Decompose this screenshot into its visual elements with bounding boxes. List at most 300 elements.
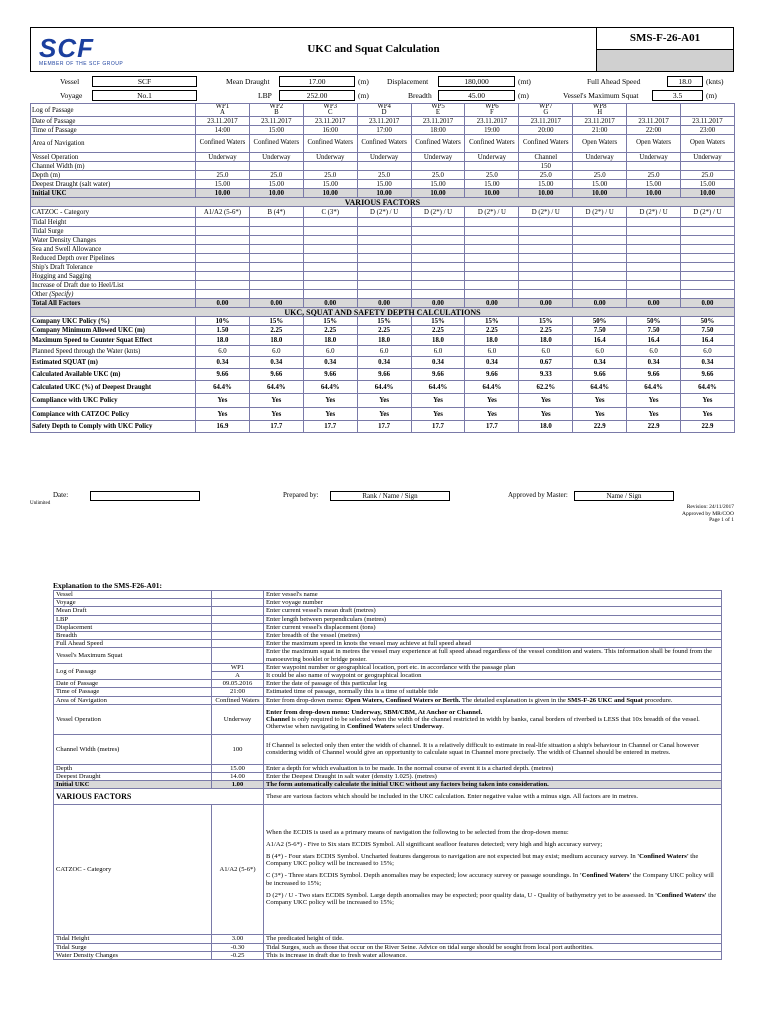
expl-row: [54, 640, 722, 648]
row-label: Area of Navigation: [31, 135, 196, 153]
value-cell: Underway: [249, 153, 303, 162]
value-cell: 0.00: [411, 299, 465, 308]
expl-row: [54, 789, 722, 805]
factor-input[interactable]: [303, 272, 357, 281]
factor-input[interactable]: [249, 245, 303, 254]
factor-input[interactable]: [573, 236, 627, 245]
area-cell: Confined Waters: [249, 135, 303, 153]
expl-desc: If Channel is selected only then enter the width of channel. It is a relatively difficult to estimate in real-life situation a ship's behaviour in Channel or Canal however considering width of Channel would give an opportunity to calculate squat in Channel more precisely. The width of Channel should be entered in metres.: [264, 734, 722, 764]
value-cell: Yes: [303, 394, 357, 408]
catzoc-select: D (2*) / U: [519, 207, 573, 218]
value-cell: Underway: [627, 153, 681, 162]
expl-desc: Enter waypoint number or geographical location, port etc. in accordance with the passage plan: [264, 663, 722, 671]
ukc-calc-title: UKC, SQUAT AND SAFETY DEPTH CALCULATIONS: [31, 308, 735, 317]
full-ahead-field[interactable]: 18.0: [667, 76, 703, 87]
expl-desc: Tidal Surges, such as those that occur on the River Seine. Advice on tidal surge should be sought from local port authorities.: [264, 943, 722, 951]
expl-desc: The form automatically calculate the initial UKC without any factors being taken into consideration.: [264, 781, 722, 789]
value-cell: Yes: [465, 408, 519, 421]
date-field[interactable]: [90, 491, 200, 501]
factor-input[interactable]: [573, 254, 627, 263]
value-cell: Yes: [249, 408, 303, 421]
factor-input[interactable]: [573, 245, 627, 254]
expl-label: Mean Draft: [54, 607, 212, 615]
waypoint-letter: H: [597, 109, 603, 116]
factor-input[interactable]: [357, 236, 411, 245]
ukc-row: [31, 326, 735, 335]
expl-label: Vessel's Maximum Squat: [54, 648, 212, 663]
factor-input[interactable]: [627, 281, 681, 290]
desc-part: select: [394, 722, 413, 730]
expl-value: Underway: [212, 704, 264, 734]
value-cell: 25.0: [681, 171, 735, 180]
factor-input[interactable]: [196, 263, 250, 272]
desc-part: the Company UKC policy will be increased to 15%;: [266, 853, 699, 868]
factor-input[interactable]: [573, 227, 627, 236]
approved-by-master-field[interactable]: Name / Sign: [574, 491, 674, 501]
factor-input[interactable]: [303, 236, 357, 245]
other-text: Other: [32, 290, 48, 298]
expl-row: [54, 734, 722, 764]
expl-label: Water Density Changes: [54, 951, 212, 959]
factor-input[interactable]: [519, 227, 573, 236]
value-cell: 2.25: [249, 326, 303, 335]
value-cell: 10.00: [303, 189, 357, 198]
expl-label: Breadth: [54, 632, 212, 640]
expl-label: Full Ahead Speed: [54, 640, 212, 648]
ukc-row: [31, 335, 735, 346]
vessel-field[interactable]: SCF: [92, 76, 197, 87]
desc-bold: Confined Waters: [346, 722, 395, 730]
logo-text: SCF: [39, 33, 94, 63]
factor-input[interactable]: [196, 254, 250, 263]
catzoc-select: D (2*) / U: [357, 207, 411, 218]
expl-value: 3.00: [212, 935, 264, 943]
value-cell: 15%: [411, 317, 465, 326]
expl-desc: [264, 805, 722, 935]
area-cell: Confined Waters: [411, 135, 465, 153]
scf-logo: [31, 28, 151, 71]
factor-input[interactable]: [465, 245, 519, 254]
value-cell: 15:00: [249, 126, 303, 135]
factor-input[interactable]: [411, 254, 465, 263]
value-cell: 15.00: [627, 180, 681, 189]
factor-input[interactable]: [303, 290, 357, 299]
factor-input[interactable]: [249, 254, 303, 263]
mean-draught-field[interactable]: 17.00: [279, 76, 355, 87]
area-of-navigation-row: [31, 135, 735, 153]
value-cell: 10.00: [196, 189, 250, 198]
calc-row: [31, 153, 735, 162]
factor-input[interactable]: [681, 272, 735, 281]
factor-input[interactable]: [357, 254, 411, 263]
value-cell: 25.0: [303, 171, 357, 180]
factor-input[interactable]: [465, 263, 519, 272]
row-label: Channel Width (m): [31, 162, 196, 171]
value-cell: 6.0: [357, 346, 411, 357]
factor-input[interactable]: [303, 254, 357, 263]
factor-input[interactable]: [357, 218, 411, 227]
value-cell: 22.9: [627, 421, 681, 433]
desc-part: D (2*) / U - Two stars ECDIS Symbol. Large depth anomalies may be expected; poor quality data, U - Quality of bathymetry yet to be assessed. In: [266, 891, 656, 899]
expl-value: A1/A2 (5-6*): [212, 805, 264, 935]
factor-input[interactable]: [681, 254, 735, 263]
expl-label: Vessel Operation: [54, 704, 212, 734]
value-cell: 19:00: [465, 126, 519, 135]
factor-input[interactable]: [627, 290, 681, 299]
waypoint-number: WP4: [377, 103, 391, 110]
value-cell: 150: [519, 162, 573, 171]
factor-input[interactable]: [196, 281, 250, 290]
factor-input[interactable]: [627, 272, 681, 281]
row-label: Initial UKC: [31, 189, 196, 198]
factor-input[interactable]: [681, 290, 735, 299]
value-cell: 0.00: [519, 299, 573, 308]
value-cell: Yes: [573, 394, 627, 408]
factor-input[interactable]: [627, 263, 681, 272]
factor-input[interactable]: [681, 281, 735, 290]
value-cell: 17:00: [357, 126, 411, 135]
factor-input[interactable]: [627, 227, 681, 236]
page-number: Page 1 of 1: [709, 517, 734, 523]
value-cell: 21:00: [573, 126, 627, 135]
value-cell: 7.50: [573, 326, 627, 335]
factor-input[interactable]: [249, 236, 303, 245]
factor-input[interactable]: [573, 263, 627, 272]
value-cell: 2.25: [519, 326, 573, 335]
factor-input[interactable]: [357, 245, 411, 254]
value-cell: 20:00: [519, 126, 573, 135]
waypoint-number: WP8: [592, 103, 607, 110]
value-cell: 10.00: [411, 189, 465, 198]
factor-input[interactable]: [249, 272, 303, 281]
value-cell: 16.4: [681, 335, 735, 346]
value-cell: 17.7: [357, 421, 411, 433]
catzoc-select: B (4*): [249, 207, 303, 218]
area-cell: Confined Waters: [465, 135, 519, 153]
expl-row: [54, 781, 722, 789]
factor-input[interactable]: [196, 236, 250, 245]
value-cell: 15%: [519, 317, 573, 326]
value-cell: 17.7: [411, 421, 465, 433]
expl-value: WP1: [212, 663, 264, 671]
row-label: Estimated SQUAT (m): [31, 357, 196, 369]
factor-input[interactable]: [303, 263, 357, 272]
factor-input[interactable]: [249, 290, 303, 299]
expl-desc: Enter the Deepest Draught in salt water (density 1.025). (metres): [264, 773, 722, 781]
expl-desc: Enter the date of passage of this particular leg: [264, 680, 722, 688]
waypoint-letter: C: [327, 109, 333, 116]
expl-row: [54, 696, 722, 704]
desc-part: When the ECDIS is used as a primary means of navigation the following to be selected from the drop-down menu:: [266, 828, 569, 836]
value-cell: Yes: [249, 394, 303, 408]
factor-input[interactable]: [519, 281, 573, 290]
factor-input[interactable]: [573, 281, 627, 290]
value-cell: 50%: [627, 317, 681, 326]
revision-block: [682, 504, 734, 524]
value-cell: 18.0: [249, 335, 303, 346]
expl-label: Tidal Height: [54, 935, 212, 943]
catzoc-select: D (2*) / U: [465, 207, 519, 218]
value-cell: 15%: [357, 317, 411, 326]
value-cell: 25.0: [196, 171, 250, 180]
expl-value: [212, 648, 264, 663]
value-cell: 15.00: [357, 180, 411, 189]
factor-input[interactable]: [411, 281, 465, 290]
factor-input[interactable]: [465, 290, 519, 299]
value-cell: 6.0: [681, 346, 735, 357]
factor-input[interactable]: [519, 254, 573, 263]
lbp-field[interactable]: 252.00: [279, 90, 355, 101]
factor-input[interactable]: [196, 245, 250, 254]
factor-input[interactable]: [627, 254, 681, 263]
ukc-row: [31, 394, 735, 408]
value-cell: 10.00: [681, 189, 735, 198]
value-cell: Yes: [465, 394, 519, 408]
factor-input[interactable]: [573, 272, 627, 281]
value-cell: 7.50: [627, 326, 681, 335]
waypoint-letter: G: [543, 109, 549, 116]
desc-part: A1/A2 (5-6*) - Five to Six stars ECDIS Symbol. All significant seafloor features detected; very high and high accuracy survey;: [266, 840, 603, 848]
expl-row: [54, 764, 722, 772]
value-cell: Underway: [357, 153, 411, 162]
value-cell: 0.00: [303, 299, 357, 308]
area-cell: Confined Waters: [196, 135, 250, 153]
waypoint-cell: [196, 104, 250, 117]
value-cell: 25.0: [357, 171, 411, 180]
value-cell: Yes: [573, 408, 627, 421]
waypoint-number: WP2: [269, 103, 284, 110]
factor-input[interactable]: [249, 281, 303, 290]
factor-input[interactable]: [465, 218, 519, 227]
expl-desc: It could be also name of waypoint or geographical location: [264, 672, 722, 680]
factor-input[interactable]: [303, 218, 357, 227]
factor-input[interactable]: [196, 290, 250, 299]
factor-input[interactable]: [519, 236, 573, 245]
factor-input[interactable]: [681, 263, 735, 272]
value-cell: 15.00: [573, 180, 627, 189]
factor-input[interactable]: [357, 281, 411, 290]
factor-input[interactable]: [411, 236, 465, 245]
value-cell: Yes: [411, 394, 465, 408]
factor-input[interactable]: [681, 218, 735, 227]
full-ahead-label: Full Ahead Speed: [587, 77, 641, 86]
value-cell: Underway: [411, 153, 465, 162]
row-label: Tidal Height: [31, 218, 196, 227]
waypoint-cell: [465, 104, 519, 117]
factor-input[interactable]: [465, 281, 519, 290]
various-factors-label: VARIOUS FACTORS: [54, 789, 264, 805]
value-cell: [196, 162, 250, 171]
desc-bold: SMS-F-26 UKC and Squat: [567, 696, 643, 704]
factor-row: [31, 227, 735, 236]
area-cell: Open Waters: [681, 135, 735, 153]
value-cell: 64.4%: [411, 381, 465, 394]
factor-input[interactable]: [411, 272, 465, 281]
factor-input[interactable]: [303, 227, 357, 236]
value-cell: 9.66: [573, 369, 627, 381]
factor-input[interactable]: [681, 227, 735, 236]
expl-row: [54, 773, 722, 781]
desc-bold: Underway: [412, 722, 443, 730]
factor-input[interactable]: [465, 236, 519, 245]
value-cell: Underway: [681, 153, 735, 162]
value-cell: Yes: [681, 394, 735, 408]
factor-input[interactable]: [411, 290, 465, 299]
factor-input[interactable]: [519, 263, 573, 272]
expl-desc: Enter vessel's name: [264, 591, 722, 599]
value-cell: Yes: [196, 408, 250, 421]
catzoc-select: A1/A2 (5-6*): [196, 207, 250, 218]
row-label: Maximum Speed to Counter Squat Effect: [31, 335, 196, 346]
expl-row: [54, 648, 722, 663]
value-cell: [573, 162, 627, 171]
value-cell: 64.4%: [357, 381, 411, 394]
factor-input[interactable]: [357, 290, 411, 299]
value-cell: Yes: [411, 408, 465, 421]
desc-paragraph: [266, 841, 719, 848]
value-cell: 50%: [681, 317, 735, 326]
waypoint-cell: [303, 104, 357, 117]
factor-input[interactable]: [465, 227, 519, 236]
row-label: Calculated UKC (%) of Deepest Draught: [31, 381, 196, 394]
factor-input[interactable]: [249, 218, 303, 227]
factor-input[interactable]: [519, 290, 573, 299]
factor-input[interactable]: [411, 263, 465, 272]
factor-input[interactable]: [465, 254, 519, 263]
factor-input[interactable]: [573, 218, 627, 227]
breadth-field[interactable]: 45.00: [438, 90, 515, 101]
factor-input[interactable]: [627, 245, 681, 254]
value-cell: 10.00: [519, 189, 573, 198]
factor-input[interactable]: [573, 290, 627, 299]
value-cell: 18.0: [303, 335, 357, 346]
ukc-calc-header: [31, 308, 735, 317]
value-cell: 64.4%: [627, 381, 681, 394]
value-cell: 23.11.2017: [357, 117, 411, 126]
value-cell: Yes: [627, 394, 681, 408]
ukc-row: [31, 408, 735, 421]
expl-label: Log of Passage: [54, 663, 212, 679]
value-cell: 17.7: [303, 421, 357, 433]
factor-input[interactable]: [411, 218, 465, 227]
waypoint-letter: D: [381, 109, 387, 116]
value-cell: 18.0: [411, 335, 465, 346]
expl-value: [212, 615, 264, 623]
factor-input[interactable]: [249, 263, 303, 272]
waypoint-number: WP3: [323, 103, 338, 110]
expl-value: [212, 623, 264, 631]
factor-input[interactable]: [519, 218, 573, 227]
row-label: Time of Passage: [31, 126, 196, 135]
value-cell: 9.66: [465, 369, 519, 381]
value-cell: Underway: [465, 153, 519, 162]
value-cell: Yes: [681, 408, 735, 421]
value-cell: 23.11.2017: [249, 117, 303, 126]
value-cell: 10.00: [357, 189, 411, 198]
other-label: [31, 290, 196, 299]
value-cell: Yes: [357, 394, 411, 408]
expl-desc: Enter the maximum speed in knots the vessel may achieve at full speed ahead: [264, 640, 722, 648]
value-cell: 6.0: [411, 346, 465, 357]
waypoint-number: WP5: [431, 103, 445, 110]
expl-row: [54, 591, 722, 599]
factor-input[interactable]: [681, 245, 735, 254]
mean-draught-label: Mean Draught: [226, 77, 270, 86]
row-label: Depth (m): [31, 171, 196, 180]
factor-input[interactable]: [519, 272, 573, 281]
expl-value: 21:00: [212, 688, 264, 696]
value-cell: 23.11.2017: [465, 117, 519, 126]
expl-label: Vessel: [54, 591, 212, 599]
factor-input[interactable]: [411, 227, 465, 236]
value-cell: [411, 162, 465, 171]
factor-input[interactable]: [627, 218, 681, 227]
expl-desc: Enter voyage number: [264, 599, 722, 607]
value-cell: 6.0: [249, 346, 303, 357]
displacement-field[interactable]: 180,000: [438, 76, 515, 87]
value-cell: 64.4%: [681, 381, 735, 394]
desc-part: is only required to be selected when the width of the channel restricted in width by banks, canal borders of riverbed is LESS that 10x breadth of the vessel. Otherwise when navigating in: [266, 715, 700, 730]
value-cell: 9.66: [627, 369, 681, 381]
max-squat-field[interactable]: 3.5: [652, 90, 703, 101]
factor-input[interactable]: [357, 263, 411, 272]
factor-input[interactable]: [519, 245, 573, 254]
factor-input[interactable]: [627, 236, 681, 245]
value-cell: 0.00: [627, 299, 681, 308]
row-label: Reduced Depth over Pipelines: [31, 254, 196, 263]
factor-row: [31, 245, 735, 254]
factor-input[interactable]: [196, 272, 250, 281]
factor-input[interactable]: [357, 272, 411, 281]
desc-bold: 'Confined Waters': [579, 872, 632, 880]
value-cell: Yes: [196, 394, 250, 408]
value-cell: 23.11.2017: [196, 117, 250, 126]
prepared-by-field[interactable]: Rank / Name / Sign: [330, 491, 450, 501]
value-cell: 0.34: [249, 357, 303, 369]
value-cell: 18.0: [519, 335, 573, 346]
factor-input[interactable]: [303, 245, 357, 254]
total-factors-row: [31, 299, 735, 308]
catzoc-select: C (3*): [303, 207, 357, 218]
expl-row: [54, 599, 722, 607]
ukc-row: [31, 421, 735, 433]
voyage-field[interactable]: No.1: [92, 90, 197, 101]
value-cell: 2.25: [411, 326, 465, 335]
desc-bold: Open Waters, Confined Waters or Berth.: [345, 696, 461, 704]
expl-row: [54, 632, 722, 640]
desc-bold: 'Confined Waters': [655, 891, 707, 899]
factor-input[interactable]: [465, 272, 519, 281]
value-cell: 16.9: [196, 421, 250, 433]
value-cell: 0.34: [681, 357, 735, 369]
factor-input[interactable]: [681, 236, 735, 245]
value-cell: 6.0: [465, 346, 519, 357]
max-squat-label: Vessel's Maximum Squat: [563, 91, 639, 100]
ukc-row: [31, 346, 735, 357]
factor-input[interactable]: [303, 281, 357, 290]
value-cell: 22:00: [627, 126, 681, 135]
value-cell: 0.00: [249, 299, 303, 308]
factor-input[interactable]: [249, 227, 303, 236]
factor-input[interactable]: [196, 218, 250, 227]
value-cell: 9.66: [196, 369, 250, 381]
factor-input[interactable]: [196, 227, 250, 236]
factor-input[interactable]: [411, 245, 465, 254]
footnote: Unlimited: [30, 501, 51, 506]
factor-input[interactable]: [357, 227, 411, 236]
value-cell: 18:00: [411, 126, 465, 135]
full-ahead-unit: (knts): [706, 77, 724, 86]
